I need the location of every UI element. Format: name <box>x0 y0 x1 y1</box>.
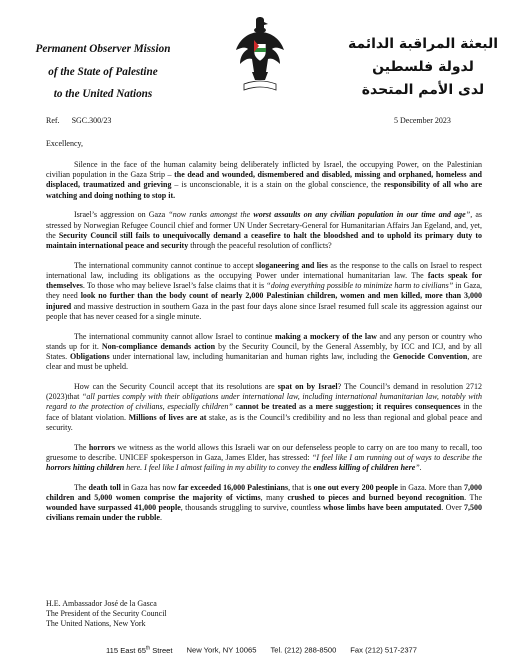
text-run: . <box>159 513 162 523</box>
text-run: worst assaults on any civilian population in our time and age <box>253 210 466 220</box>
text-run: “all parties comply with their obligations under international law, including international humanitarian law, notably with regard to the protection of civilians, especially children” <box>46 392 482 412</box>
text-run: The international community cannot continue to accept <box>74 260 256 270</box>
text-run: Security Council still fails to unequivocally demand a ceasefire to halt the bloodshed and to uphold its primary duty to maintain international peace and security <box>46 230 482 251</box>
mission-name-line: Permanent Observer Mission <box>35 43 171 55</box>
footer-street: 115 East 65th Street <box>105 645 173 655</box>
text-run: death toll <box>88 482 121 492</box>
text-run: far exceeded 16,000 Palestinians <box>178 482 289 492</box>
mission-name-arabic <box>343 33 503 102</box>
text-run: . To those who may believe Israel’s false claims that it is <box>82 281 267 291</box>
text-run: – is unconscionable, it is a stain on the global conscience, the <box>171 180 384 190</box>
body-paragraph <box>46 261 482 322</box>
text-run: here. I feel like I almost failing in my ability to convey the <box>124 463 314 473</box>
mission-name-english <box>18 38 188 106</box>
text-run: cannot be treated as a mere suggestion; it requires consequences <box>235 402 461 412</box>
text-run: under international law, including humanitarian and human rights law, including the <box>109 352 393 362</box>
footer-telephone: Tel. (212) 288-8500 <box>270 645 337 655</box>
recipient-block <box>46 599 167 630</box>
text-run: ? The Council’s demand in resolution 2712 (2023)that <box>46 382 483 402</box>
text-run: How can the Security Council accept that its resolutions are <box>74 382 278 392</box>
footer-fax: Fax (212) 517-2377 <box>350 645 417 655</box>
text-run: wounded have surpassed 41,000 people <box>46 503 181 513</box>
text-run: ”. <box>415 463 422 473</box>
text-run: 7,000 children and 5,000 women comprise the majority of victims <box>46 482 482 503</box>
text-run: facts speak for themselves <box>46 271 482 291</box>
mission-name-line: of the State of Palestine <box>48 65 158 78</box>
recipient-line: H.E. Ambassador José de la Gasca <box>46 599 157 608</box>
text-run: and any person or country who stands up for it. <box>46 331 482 351</box>
text-run: , are clear and must be upheld. <box>46 352 483 372</box>
footer-address <box>0 645 523 655</box>
body-paragraph <box>46 160 482 201</box>
text-run: in Gaza. More than <box>397 482 464 492</box>
text-run: 7,500 civilians remain under the rubble <box>46 503 483 523</box>
text-run: . The <box>464 493 482 503</box>
text-run: , that is <box>288 482 314 492</box>
text-run: Israel’s aggression on Gaza <box>74 210 169 220</box>
mission-name-arabic-line: لدى الأمم المتحدة <box>361 82 485 98</box>
text-run: The international community cannot allow Israel to continue <box>74 331 275 341</box>
text-run: crushed to pieces and burned beyond recognition <box>287 493 465 503</box>
palestine-eagle-emblem-icon <box>232 14 288 94</box>
text-run: endless killing of children here <box>313 463 416 473</box>
body-paragraph <box>46 443 482 474</box>
text-run: spat on by Israel <box>277 382 338 392</box>
text-run: , as stressed by Norwegian Refugee Council chief and former UN Under Secretary-General for Humanitarian Affairs Jan Egeland, and, yet, the <box>46 210 482 240</box>
text-run: “I feel like I am running out of ways to describe the <box>311 452 482 462</box>
text-run: and massive destruction in southern Gaza in the past four days alone since Israel resumed full scale its aggression against our people that has never ceased for a single minute. <box>46 301 482 321</box>
text-run: sloganeering and lies <box>255 260 328 270</box>
body-paragraph <box>46 210 482 251</box>
text-run: , thousands struggling to survive, countless <box>180 503 324 513</box>
text-run: The <box>74 442 89 452</box>
body-paragraph <box>46 332 482 373</box>
text-run: Millions of lives are at <box>128 412 207 422</box>
text-run: Genocide Convention <box>392 352 468 362</box>
text-run: The <box>74 482 89 492</box>
text-run: whose limbs have been amputated <box>323 503 442 513</box>
text-run: Non-compliance demands action <box>101 341 216 351</box>
text-run: ” <box>465 210 471 220</box>
text-run: the dead and wounded, dismembered and disabled, missing and orphaned, homeless and displaced, traumatized and grieving <box>46 170 482 190</box>
body-paragraph <box>46 483 482 524</box>
mission-name-arabic-line: البعثة المراقبة الدائمة <box>347 36 499 52</box>
salutation: Excellency, <box>46 139 84 148</box>
text-run: Silence in the face of the human calamity being deliberately inflicted by Israel, the occupying Power, on the Palestinian civilian population in the Gaza Strip – <box>46 160 482 180</box>
text-run: Obligations <box>70 352 110 362</box>
text-run: by the Security Council, by the General Assembly, by ICC and ICJ, and by all States. <box>46 341 482 362</box>
text-run: horrors <box>88 442 115 452</box>
text-run: as the response to the calls on Israel to respect international law, including its obligations as the occupying Power under international humanitarian law. The <box>46 260 482 281</box>
reference <box>46 116 111 125</box>
text-run: look no further than the body count of nearly 2,000 Palestinian children, women and men killed, more than 3,000 injured <box>46 291 483 311</box>
text-run: in the face of blatant violation. <box>46 402 483 422</box>
letter-body <box>46 160 482 533</box>
reference-label: Ref. <box>46 116 60 125</box>
text-run: in Gaza has now <box>120 482 179 492</box>
body-paragraph <box>46 382 482 433</box>
text-run: horrors hitting children <box>46 463 125 473</box>
text-run: “doing everything possible to minimize harm to civilians” <box>266 281 454 291</box>
text-run: through the peaceful resolution of conflicts? <box>188 241 332 251</box>
letter-date: 5 December 2023 <box>394 116 451 125</box>
recipient-line: The President of the Security Council <box>46 609 167 619</box>
recipient-line: The United Nations, New York <box>46 619 146 629</box>
text-run: . Over <box>441 503 465 513</box>
footer-city: New York, NY 10065 <box>186 645 257 655</box>
reference-number: SGC.300/23 <box>71 116 112 125</box>
mission-name-line: to the United Nations <box>53 88 153 100</box>
text-run: , many <box>260 493 288 503</box>
text-run: responsibility of all who are watching and doing nothing to stop it. <box>46 180 482 200</box>
text-run: we witness as the world allows this Israeli war on our defenseless people to carry on are too many to recall, too gruesome to describe. UNICEF spokesperson in Gaza, James Elder, has stressed: <box>46 442 482 462</box>
mission-name-arabic-line: لدولة فلسطين <box>372 59 474 75</box>
text-run: one out every 200 people <box>313 482 398 492</box>
text-run: stake, as is the Council’s credibility and no less than regional and global peace and security. <box>46 412 482 432</box>
text-run: “now ranks amongst the <box>168 210 254 220</box>
text-run: in Gaza, they need <box>46 281 483 301</box>
text-run: making a mockery of the law <box>274 331 377 341</box>
